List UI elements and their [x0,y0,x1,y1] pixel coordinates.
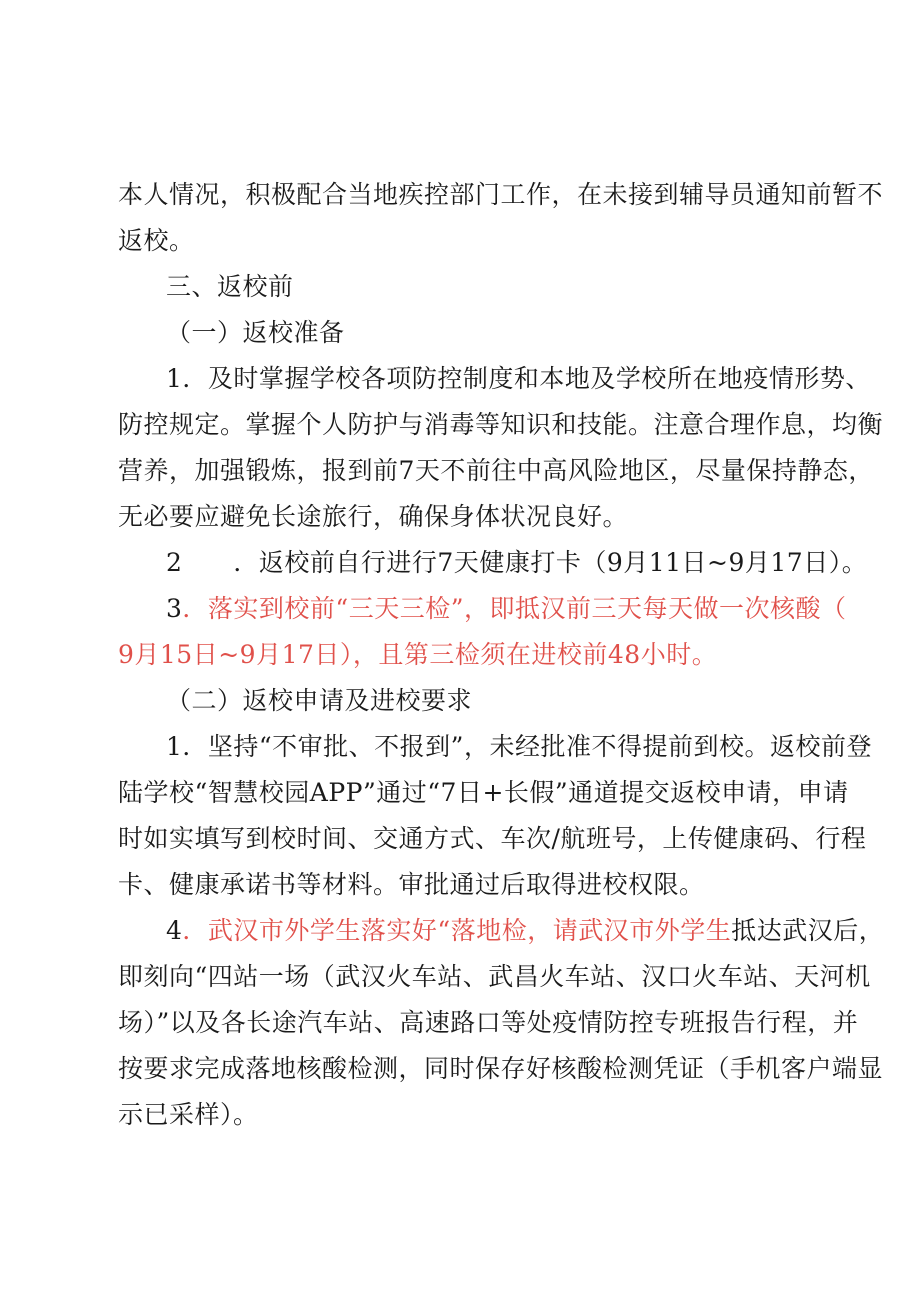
paragraph-line: 示已采样）。 [118,1100,259,1129]
paragraph-line: 时如实填写到校时间、交通方式、车次/航班号，上传健康码、行程 [118,824,867,853]
paragraph-line: 场）”以及各长途汽车站、高速路口等处疫情防控专班报告行程，并 [118,1008,859,1037]
highlighted-paragraph-line: 9月15日~9月17日），且第三检须在进校前48小时。 [118,640,718,669]
paragraph-line: 陆学校“智慧校园APP”通过“7日+长假”通道提交返校申请，申请 [118,778,849,807]
paragraph-line: 防控规定。掌握个人防护与消毒等知识和技能。注意合理作息，均衡 [118,410,884,439]
item-number: 4 [166,916,183,945]
paragraph-line: 即刻向“四站一场（武汉火车站、武昌火车站、汉口火车站、天河机 [118,962,871,991]
paragraph-line: 返校。 [118,226,195,255]
highlighted-paragraph-line [166,916,884,946]
paragraph-line: 2 ．返校前自行进行7天健康打卡（9月11日~9月17日）。 [166,548,868,577]
subsection-heading: （二）返校申请及进校要求 [166,686,473,715]
paragraph-text: 抵达武汉后， [731,916,885,945]
highlighted-text: ．武汉市外学生落实好“落地检，请武汉市外学生 [182,916,732,945]
section-heading: 三、返校前 [166,272,294,301]
subsection-heading: （一）返校准备 [166,318,345,347]
paragraph-line: 按要求完成落地核酸检测，同时保存好核酸检测凭证（手机客户端显 [118,1054,884,1083]
paragraph-line: 本人情况，积极配合当地疾控部门工作，在未接到辅导员通知前暂不 [118,180,884,209]
paragraph-line: 营养，加强锻炼，报到前7天不前往中高风险地区，尽量保持静态， [118,456,874,485]
paragraph-line: 1．坚持“不审批、不报到”，未经批准不得提前到校。返校前登 [166,732,872,761]
paragraph-line: 1．及时掌握学校各项防控制度和本地及学校所在地疫情形势、 [166,364,871,393]
highlighted-text: ．落实到校前“三天三检”，即抵汉前三天每天做一次核酸（ [182,594,847,623]
highlighted-paragraph-line [166,594,846,624]
item-number: 3 [166,594,183,623]
paragraph-line: 卡、健康承诺书等材料。审批通过后取得进校权限。 [118,870,705,899]
paragraph-line: 无必要应避免长途旅行，确保身体状况良好。 [118,502,629,531]
